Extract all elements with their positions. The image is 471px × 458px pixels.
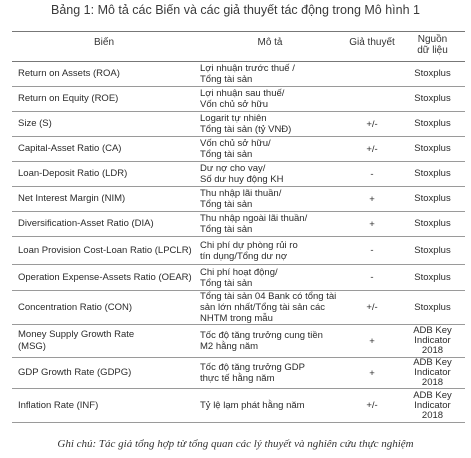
cell-variable: Loan-Deposit Ratio (LDR) <box>18 168 128 179</box>
cell-source: Stoxplus <box>414 193 451 204</box>
cell-source: Stoxplus <box>414 301 451 313</box>
cell-description: Tổng tài sản 04 Bank có tổng tài sản lớn nhất/Tổng tài sản các NHTM trong mẫu <box>200 291 337 324</box>
cell-hypothesis: - <box>370 272 374 283</box>
cell-hypothesis <box>344 87 400 111</box>
cell-source: ADB Key Indicator 2018 <box>413 389 452 421</box>
table-row <box>12 162 465 187</box>
cell-description: Vốn chủ sở hữu/ Tổng tài sản <box>200 138 271 160</box>
cell-variable: Money Supply Growth Rate (MSG) <box>18 329 135 352</box>
cell-variable: Capital-Asset Ratio (CA) <box>18 143 122 154</box>
cell-variable: Inflation Rate (INF) <box>18 399 99 411</box>
cell-variable: Loan Provision Cost-Loan Ratio (LPCLR) <box>18 244 192 256</box>
cell-hypothesis: - <box>370 245 374 256</box>
cell-source: Stoxplus <box>414 93 451 104</box>
cell-source: Stoxplus <box>414 168 451 179</box>
cell-hypothesis: - <box>370 168 374 180</box>
table-row <box>12 212 465 237</box>
table-row <box>12 325 465 358</box>
cell-variable: Operation Expense-Assets Ratio (OEAR) <box>18 271 192 283</box>
cell-description: Chi phí dự phòng rủi ro tín dụng/Tổng dư nợ <box>200 239 298 262</box>
table-row <box>12 265 465 291</box>
cell-variable: Concentration Ratio (CON) <box>18 301 133 313</box>
table-note: Ghi chú: Tác giả tổng hợp từ tổng quan các lý thuyết và nghiên cứu thực nghiệm <box>57 438 414 450</box>
cell-description: Chi phí hoạt động/ Tổng tài sản <box>200 266 278 289</box>
cell-variable: Return on Equity (ROE) <box>18 93 119 104</box>
cell-hypothesis: + <box>369 193 375 205</box>
header-source: Nguồn dữ liệu <box>417 34 448 56</box>
cell-hypothesis: +/- <box>366 118 378 130</box>
cell-hypothesis <box>344 62 400 86</box>
cell-hypothesis: +/- <box>366 302 378 313</box>
cell-variable: Size (S) <box>18 118 52 129</box>
cell-source: Stoxplus <box>414 271 451 283</box>
header-hypothesis: Giả thuyết <box>349 37 395 48</box>
cell-hypothesis: + <box>369 218 375 230</box>
table-row <box>12 237 465 265</box>
cell-description: Logarit tự nhiên Tổng tài sản (tỷ VNĐ) <box>200 113 292 135</box>
cell-source: ADB Key Indicator 2018 <box>413 325 452 356</box>
cell-hypothesis: +/- <box>366 143 378 155</box>
cell-description: Tỷ lệ lạm phát hằng năm <box>200 400 305 411</box>
header-description: Mô tả <box>257 37 283 48</box>
cell-description: Lợi nhuận sau thuế/ Vốn chủ sở hữu <box>200 88 285 110</box>
cell-description: Tốc độ tăng trưởng cung tiền M2 hằng năm <box>200 330 323 352</box>
cell-description: Thu nhập lãi thuần/ Tổng tài sản <box>200 188 282 210</box>
cell-hypothesis: + <box>369 367 375 379</box>
table-row <box>12 137 465 162</box>
cell-source: ADB Key Indicator 2018 <box>413 357 452 388</box>
cell-source: Stoxplus <box>414 118 451 129</box>
header-variable: Biến <box>93 37 114 48</box>
cell-description: Tốc độ tăng trưởng GDP thực tế hằng năm <box>200 362 305 384</box>
table-row <box>12 62 465 87</box>
cell-description: Thu nhập ngoài lãi thuần/ Tổng tài sản <box>200 213 308 235</box>
table-header <box>12 32 465 62</box>
table-row <box>12 358 465 389</box>
table-title: Bảng 1: Mô tả các Biến và các giả thuyết tác động trong Mô hình 1 <box>51 3 420 17</box>
cell-hypothesis: +/- <box>366 400 378 411</box>
table-row <box>12 291 465 325</box>
cell-variable: Diversification-Asset Ratio (DIA) <box>18 218 154 229</box>
variables-table <box>12 31 465 423</box>
table-row <box>12 187 465 212</box>
cell-source: Stoxplus <box>414 143 451 154</box>
cell-variable: Return on Assets (ROA) <box>18 68 120 79</box>
table-body <box>12 62 465 423</box>
cell-source: Stoxplus <box>414 244 451 256</box>
cell-description: Dư nợ cho vay/ Số dư huy động KH <box>200 163 284 185</box>
cell-description: Lợi nhuận trước thuế / Tổng tài sản <box>200 63 295 85</box>
cell-hypothesis: + <box>369 335 375 347</box>
cell-source: Stoxplus <box>414 218 451 229</box>
cell-source: Stoxplus <box>414 68 451 79</box>
cell-variable: Net Interest Margin (NIM) <box>18 193 126 204</box>
cell-variable: GDP Growth Rate (GDPG) <box>18 367 132 378</box>
table-row <box>12 389 465 423</box>
table-row <box>12 87 465 112</box>
table-row <box>12 112 465 137</box>
